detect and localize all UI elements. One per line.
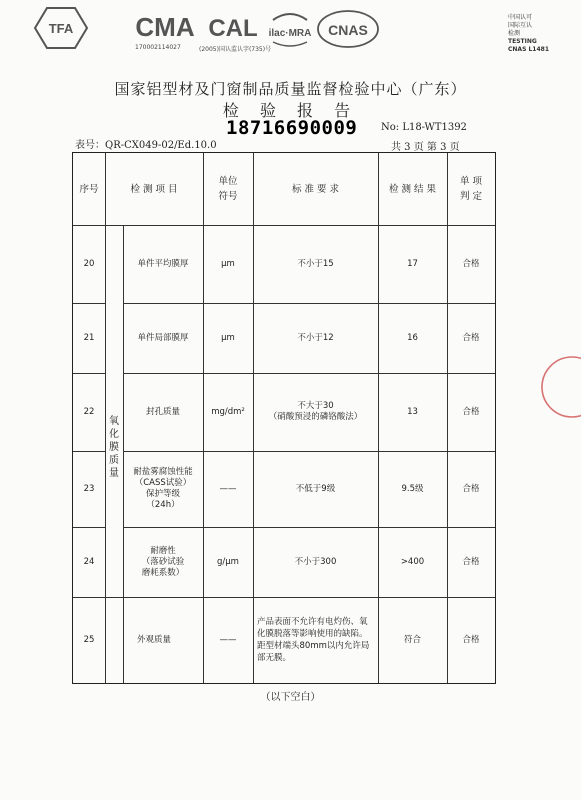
- row-result: 符合: [403, 634, 421, 645]
- row-result: 17: [407, 258, 418, 269]
- row-verdict: 合格: [462, 556, 480, 567]
- row-seq: 21: [83, 332, 95, 343]
- row-requirement: 不大于30 （硝酸预浸的磷铬酸法）: [268, 401, 363, 422]
- results-table: [72, 152, 496, 684]
- row-item: 单件平均膜厚: [137, 258, 189, 269]
- row-unit: ——: [219, 634, 237, 645]
- page-info: 共 3 页 第 3 页: [391, 142, 460, 153]
- row-requirement: 不低于9级: [295, 483, 336, 494]
- institution-title: 国家铝型材及门窗制品质量监督检验中心（广东）: [114, 80, 467, 98]
- row-seq: 24: [83, 556, 95, 567]
- row-item: 封孔质量: [145, 406, 180, 417]
- row-verdict: 合格: [462, 634, 480, 645]
- cma-logo-text: CMA: [135, 12, 195, 42]
- tfa-logo-text: TFA: [48, 21, 74, 36]
- cnas-caption-line: 中国认可: [508, 14, 533, 21]
- row-result: 16: [407, 332, 418, 343]
- report-number: No: L18-WT1392: [381, 122, 467, 133]
- row-unit: ——: [219, 483, 237, 494]
- row-item: 耐盐雾腐蚀性能 （CASS试验） 保护等级 （24h）: [133, 467, 193, 510]
- cnas-caption-line: 检测: [508, 30, 521, 37]
- row-requirement: 不小于12: [297, 332, 334, 343]
- report-title: 检 验 报 告: [222, 101, 359, 120]
- cnas-logo-text: CNAS: [328, 22, 368, 38]
- cnas-caption-line: 国际互认: [508, 22, 533, 29]
- row-unit: μm: [221, 332, 235, 343]
- header-seq: 序号: [79, 183, 99, 195]
- blank-note: （以下空白）: [260, 692, 321, 703]
- form-number: 表号：QR-CX049-02/Ed.10.0: [75, 140, 217, 151]
- row-item: 单件局部膜厚: [137, 332, 189, 343]
- ilac-logo: [265, 6, 315, 58]
- row-seq: 20: [83, 258, 95, 269]
- row-verdict: 合格: [462, 332, 480, 343]
- row-requirement: 不小于300: [294, 556, 337, 567]
- row-item: 外观质量: [136, 634, 171, 645]
- ilac-logo-text: ilac·MRA: [268, 28, 312, 39]
- cnas-caption-line: CNAS L1481: [508, 46, 550, 53]
- row-seq: 22: [83, 406, 95, 417]
- cma-logo: [135, 6, 195, 58]
- cnas-logo: [316, 6, 380, 58]
- seal-stamp: [528, 352, 581, 422]
- row-verdict: 合格: [462, 406, 480, 417]
- cnas-caption-line: TESTING: [508, 38, 537, 45]
- header-verdict: 单 项 判 定: [459, 176, 483, 202]
- header-unit: 单位 符号: [218, 176, 238, 202]
- group-label: 氧化膜质量: [109, 416, 119, 479]
- header-result: 检 测 结 果: [388, 183, 437, 195]
- row-requirement: 不小于15: [297, 258, 334, 269]
- row-result: 13: [407, 406, 418, 417]
- row-item: 耐磨性 （落砂试验 磨耗系数）: [141, 545, 185, 578]
- header-item: 检 测 项 目: [130, 183, 178, 195]
- tfa-logo: [33, 6, 89, 58]
- row-verdict: 合格: [462, 258, 480, 269]
- row-requirement: 产品表面不允许有电灼伤、氧化膜脱落等影响使用的缺陷。距型材端头80mm以内允许局部无膜。: [257, 617, 370, 663]
- cal-code: (2005)国认监认字(735)号: [199, 46, 272, 53]
- row-unit: mg/dm²: [211, 406, 245, 417]
- row-unit: g/μm: [217, 556, 239, 567]
- cal-logo: [199, 6, 272, 58]
- phone-number: 18716690009: [226, 117, 358, 139]
- row-verdict: 合格: [462, 483, 480, 494]
- row-seq: 23: [83, 483, 95, 494]
- row-result: 9.5级: [401, 483, 424, 494]
- cnas-caption: [508, 14, 549, 54]
- header-requirement: 标 准 要 求: [291, 183, 340, 195]
- cal-logo-text: CAL: [208, 15, 258, 42]
- row-unit: μm: [221, 258, 235, 269]
- row-result: >400: [400, 556, 425, 567]
- row-seq: 25: [83, 634, 95, 645]
- cma-code: 170002114027: [135, 44, 181, 51]
